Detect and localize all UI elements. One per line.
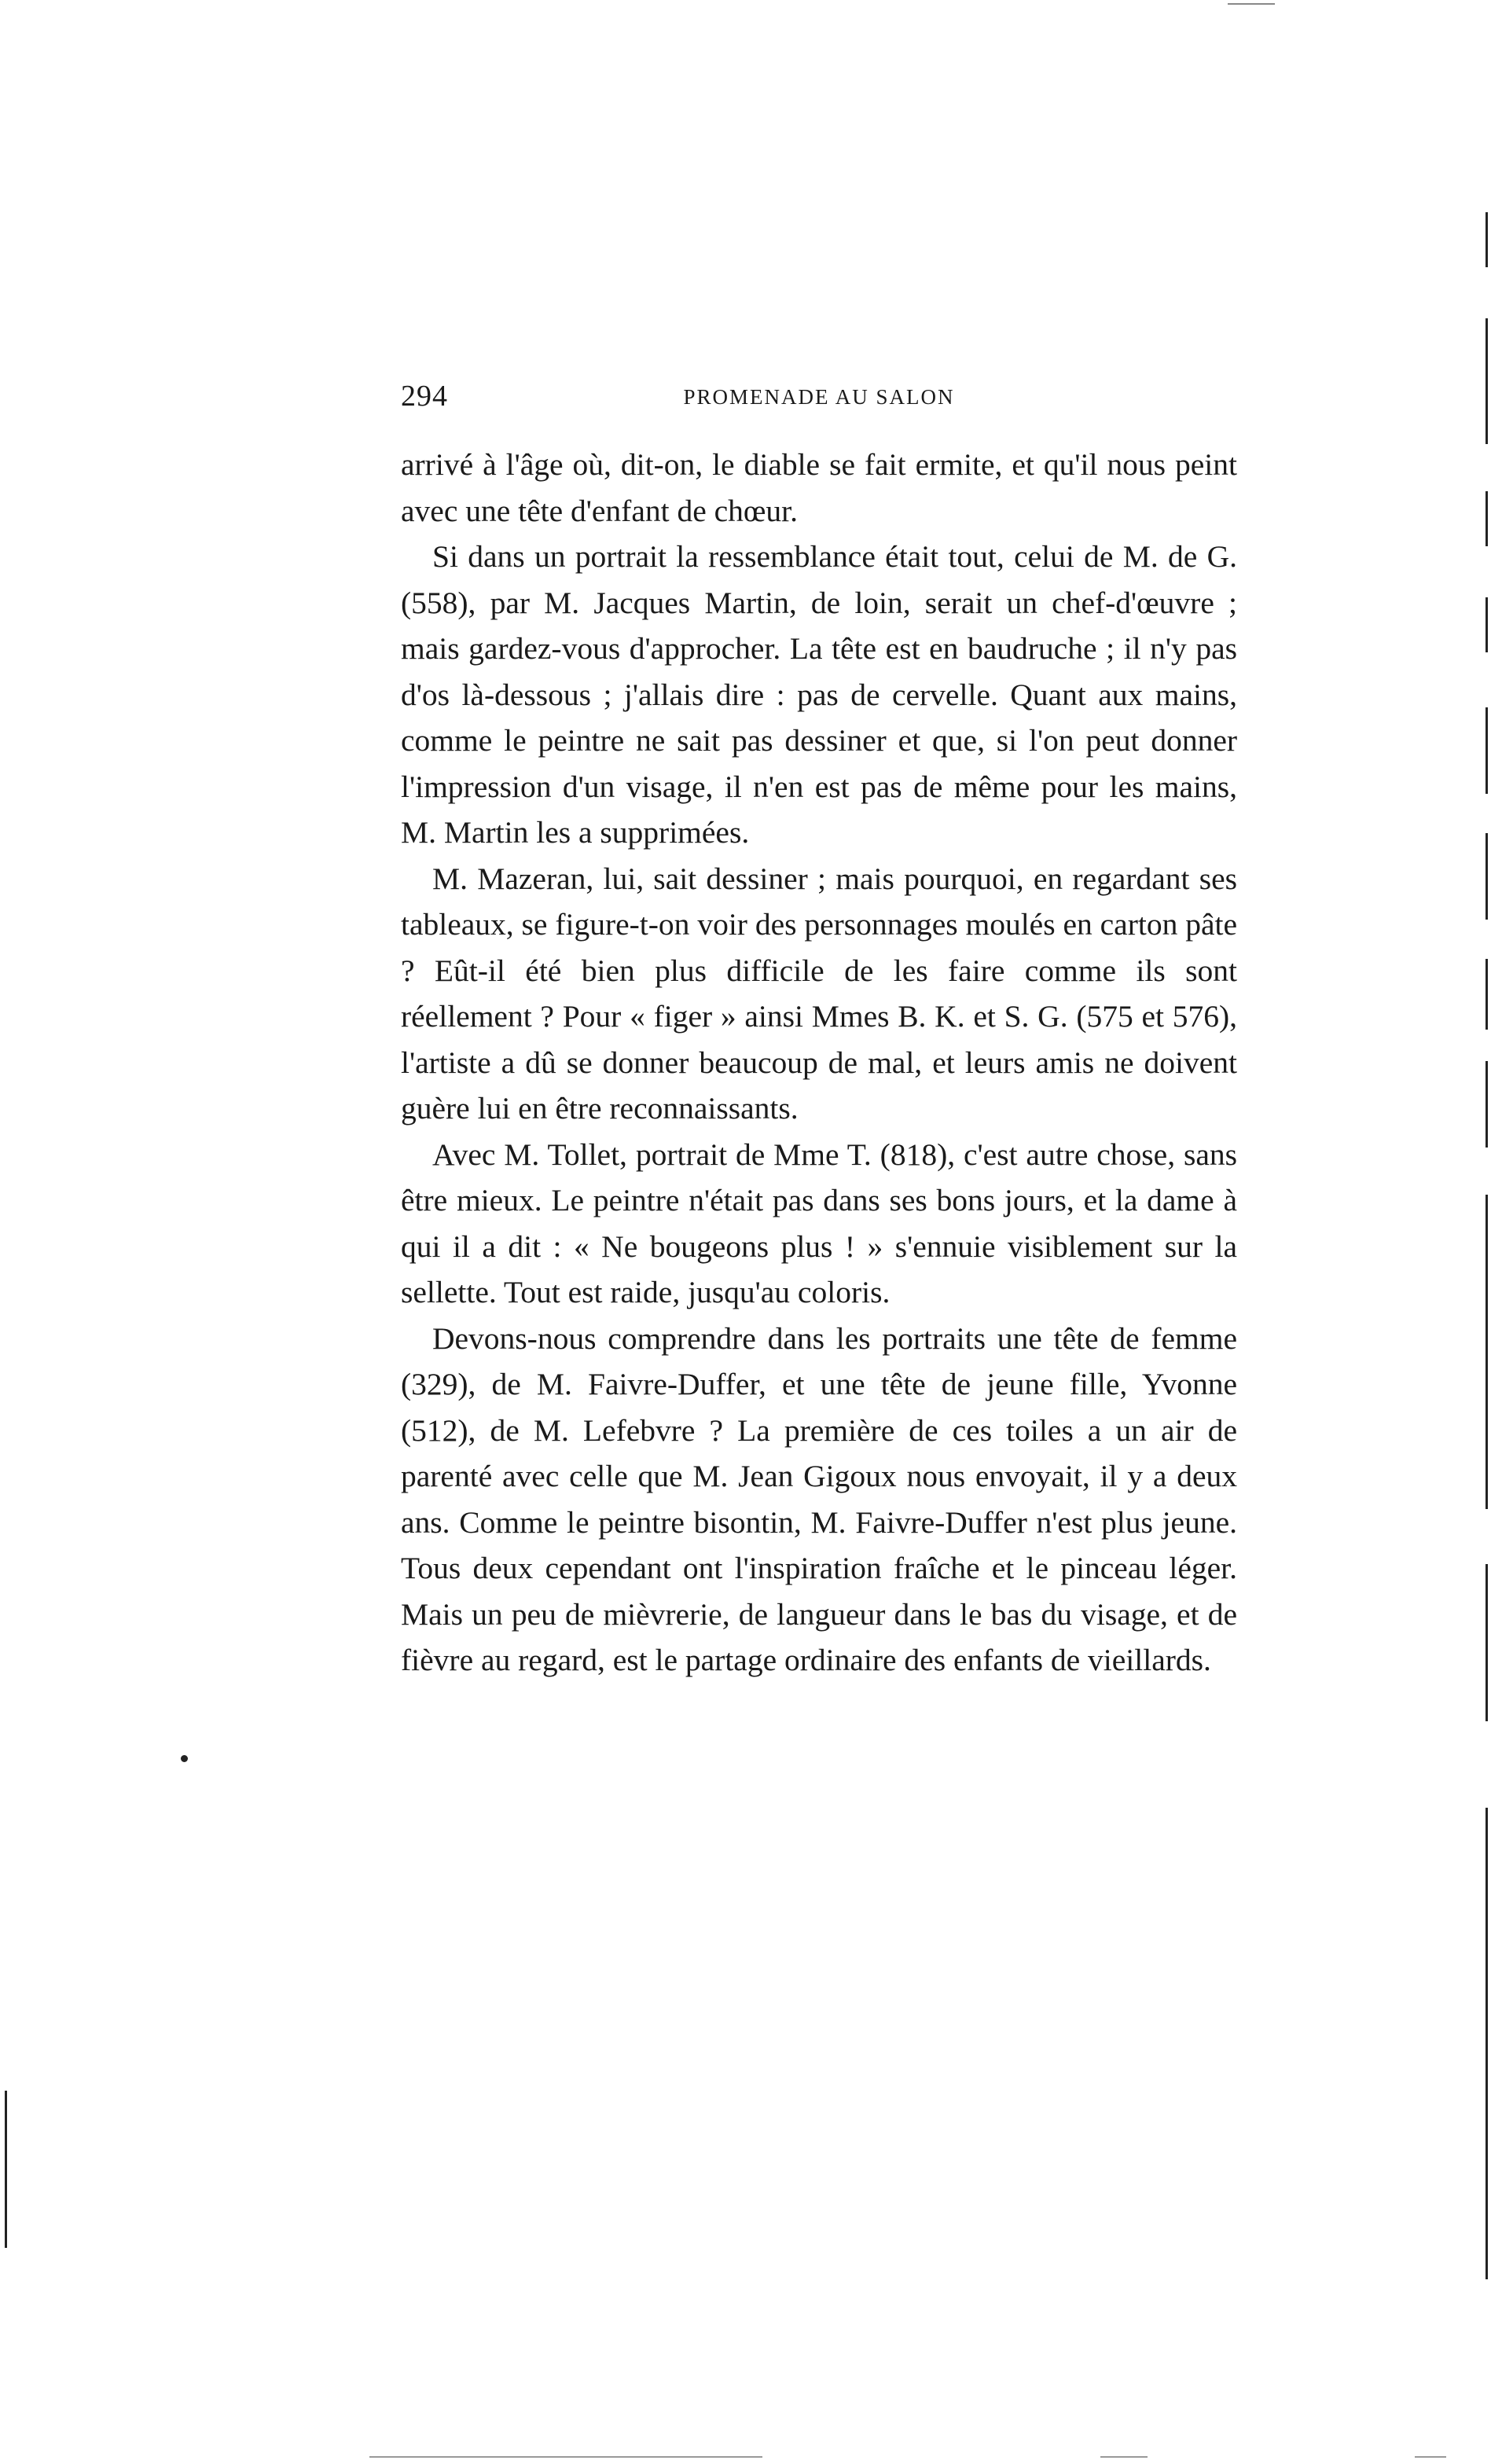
paragraph-faivre-duffer: Devons-nous comprendre dans les portraits une tête de femme (329), de M. Faivre-Duffer, et une tête de jeune fille, Yvonne (512), de M. Lefebvre ? La première de ces toiles a un air de parenté avec celle que M. Jean Gigoux nous envoyait, il y a deux ans. Comme le peintre bisontin, M. Faivre-Duffer n'est plus jeune. Tous deux cependant ont l'inspiration fraîche et le pinceau léger. Mais un peu de mièvrerie, de langueur dans le bas du visage, et de fièvre au regard, est le partage ordinaire des enfants de vieillards. — [401, 1320, 1237, 1677]
scan-edge-mark — [1485, 1195, 1488, 1509]
scan-edge-mark — [1485, 1061, 1488, 1148]
scan-edge-mark — [1415, 2456, 1446, 2458]
ink-dot — [181, 1755, 188, 1762]
running-head — [401, 379, 1237, 426]
scan-edge-mark — [1485, 318, 1488, 444]
scan-edge-mark — [1485, 833, 1488, 920]
scan-edge-mark — [369, 2456, 762, 2458]
scan-edge-mark — [5, 2091, 7, 2248]
scan-edge-mark — [1485, 597, 1488, 652]
scan-edge-mark — [1485, 959, 1488, 1030]
running-title: PROMENADE AU SALON — [683, 385, 955, 409]
scan-edge-mark — [1100, 2456, 1148, 2458]
scan-edge-mark — [1485, 491, 1488, 546]
scan-edge-mark — [1485, 707, 1488, 794]
scan-edge-mark — [1485, 1808, 1488, 2279]
page-number: 294 — [401, 380, 448, 413]
paragraph-martin: Si dans un portrait la ressemblance était tout, celui de M. de G. (558), par M. Jacques Martin, de loin, serait un chef-d'œuvre ; mais gardez-vous d'approcher. La tête est en baudruche ; il n'y pas d'os là-dessous ; j'allais dire : pas de cervelle. Quant aux mains, comme le peintre ne sait pas dessiner et que, si l'on peut donner l'impression d'un visage, il n'en est pas de même pour les mains, M. Martin les a supprimées. — [401, 539, 1237, 850]
paragraph-tollet: Avec M. Tollet, portrait de Mme T. (818), c'est autre chose, sans être mieux. Le peintre n'était pas dans ses bons jours, et la dame à qui il a dit : « Ne bougeons plus ! » s'ennuie visiblement sur la sellette. Tout est raide, jusqu'au coloris. — [401, 1137, 1237, 1309]
scan-edge-mark — [1485, 1564, 1488, 1721]
paragraph-continuation: arrivé à l'âge où, dit-on, le diable se fait ermite, et qu'il nous peint avec une tête d'enfant de chœur. — [401, 447, 1237, 528]
scan-edge-mark — [1228, 3, 1275, 5]
paragraph-mazeran: M. Mazeran, lui, sait dessiner ; mais pourquoi, en regardant ses tableaux, se figure-t-on voir des personnages moulés en carton pâte ? Eût-il été bien plus difficile de les faire comme ils sont réellement ? Pour « figer » ainsi Mmes B. K. et S. G. (575 et 576), l'artiste a dû se donner beaucoup de mal, et leurs amis ne doivent guère lui en être reconnaissants. — [401, 861, 1237, 1126]
scan-edge-mark — [1485, 212, 1488, 267]
body-text — [401, 442, 1237, 1684]
